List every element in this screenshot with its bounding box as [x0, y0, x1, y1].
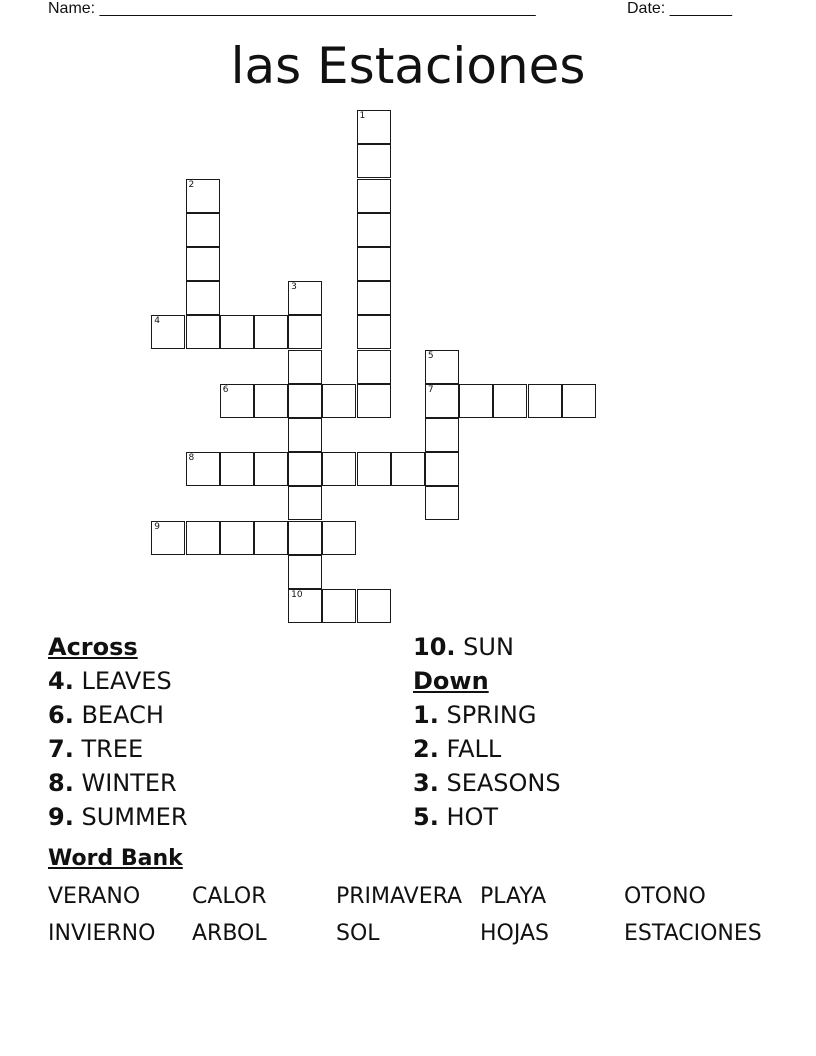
word-bank-word: INVIERNO: [48, 921, 156, 946]
crossword-cell[interactable]: [425, 418, 459, 452]
crossword-cell[interactable]: [220, 452, 254, 486]
crossword-cell[interactable]: [288, 281, 322, 315]
crossword-cell[interactable]: [220, 384, 254, 418]
clue-text: SUMMER: [81, 803, 188, 831]
crossword-cell[interactable]: [288, 521, 322, 555]
crossword-cell[interactable]: [254, 521, 288, 555]
crossword-cell[interactable]: [425, 350, 459, 384]
word-bank-word: ARBOL: [192, 921, 267, 946]
clue-number-label: 6: [222, 384, 229, 395]
crossword-cell[interactable]: [357, 589, 391, 623]
word-bank-word: PRIMAVERA: [336, 884, 463, 909]
across-heading: Across: [48, 633, 138, 661]
crossword-cell[interactable]: [220, 315, 254, 349]
clue-number: 10.: [413, 633, 456, 661]
clue-item: [413, 630, 561, 664]
crossword-cell[interactable]: [186, 281, 220, 315]
crossword-cell[interactable]: [357, 384, 391, 418]
crossword-cell[interactable]: [357, 350, 391, 384]
crossword-cell[interactable]: [288, 315, 322, 349]
clue-number-label: 7: [427, 384, 434, 395]
clue-item: [48, 732, 188, 766]
clue-item: [48, 766, 188, 800]
across-clues: [48, 630, 188, 834]
crossword-cell[interactable]: [357, 213, 391, 247]
clue-item: [413, 766, 561, 800]
word-bank-word: SOL: [336, 921, 380, 946]
crossword-cell[interactable]: [220, 521, 254, 555]
crossword-cell[interactable]: [186, 179, 220, 213]
crossword-cell[interactable]: [493, 384, 527, 418]
crossword-cell[interactable]: [254, 315, 288, 349]
clue-item: [413, 800, 561, 834]
clue-number-label: 2: [188, 179, 195, 190]
clue-number-label: 8: [188, 453, 195, 464]
clue-number-label: 3: [291, 282, 297, 293]
crossword-cell[interactable]: [357, 315, 391, 349]
clue-number: 2.: [413, 735, 439, 763]
crossword-cell[interactable]: [357, 281, 391, 315]
crossword-cell[interactable]: [459, 384, 493, 418]
crossword-cell[interactable]: [288, 486, 322, 520]
crossword-cell[interactable]: [186, 247, 220, 281]
clue-number: 3.: [413, 769, 439, 797]
clue-number: 9.: [48, 803, 74, 831]
name-field-label[interactable]: Name: _________________________________________________: [48, 0, 536, 17]
word-bank-word: ESTACIONES: [624, 921, 762, 946]
crossword-cell[interactable]: [288, 418, 322, 452]
page-title: las Estaciones: [230, 37, 586, 95]
crossword-cell[interactable]: [151, 521, 185, 555]
clue-number: 4.: [48, 667, 74, 695]
crossword-cell[interactable]: [288, 555, 322, 589]
clue-number: 1.: [413, 701, 439, 729]
crossword-cell[interactable]: [425, 452, 459, 486]
crossword-cell[interactable]: [254, 452, 288, 486]
word-bank-word: CALOR: [192, 884, 267, 909]
crossword-cell[interactable]: [322, 589, 356, 623]
crossword-cell[interactable]: [357, 144, 391, 178]
word-bank-title: Word Bank: [48, 846, 183, 871]
clue-item: [48, 698, 188, 732]
crossword-cell[interactable]: [562, 384, 596, 418]
clue-number-label: 10: [291, 589, 303, 600]
clue-text: SPRING: [446, 701, 537, 729]
date-field-label[interactable]: Date: _______: [627, 0, 732, 17]
clue-text: SUN: [463, 633, 514, 661]
clue-text: BEACH: [81, 701, 164, 729]
crossword-cell[interactable]: [528, 384, 562, 418]
crossword-cell[interactable]: [186, 315, 220, 349]
clue-item: [48, 800, 188, 834]
crossword-cell[interactable]: [357, 110, 391, 144]
clue-number: 6.: [48, 701, 74, 729]
word-bank-word: OTONO: [624, 884, 706, 909]
crossword-cell[interactable]: [357, 179, 391, 213]
crossword-cell[interactable]: [186, 452, 220, 486]
crossword-cell[interactable]: [288, 384, 322, 418]
clue-text: HOT: [446, 803, 499, 831]
crossword-cell[interactable]: [322, 521, 356, 555]
crossword-cell[interactable]: [288, 350, 322, 384]
crossword-cell[interactable]: [254, 384, 288, 418]
word-bank-word: HOJAS: [480, 921, 549, 946]
clue-number-label: 5: [427, 350, 434, 361]
crossword-cell[interactable]: [322, 452, 356, 486]
crossword-cell[interactable]: [151, 315, 185, 349]
clue-text: FALL: [446, 735, 502, 763]
down-heading: Down: [413, 667, 489, 695]
crossword-cell[interactable]: [288, 589, 322, 623]
clue-item: [413, 698, 561, 732]
clue-number: 7.: [48, 735, 74, 763]
clue-number-label: 9: [154, 521, 161, 532]
clue-item: [413, 732, 561, 766]
crossword-cell[interactable]: [391, 452, 425, 486]
clue-item: [48, 664, 188, 698]
clue-text: SEASONS: [446, 769, 561, 797]
crossword-cell[interactable]: [357, 452, 391, 486]
crossword-cell[interactable]: [322, 384, 356, 418]
clue-number-label: 4: [154, 316, 161, 327]
clue-text: LEAVES: [81, 667, 172, 695]
clue-text: WINTER: [81, 769, 177, 797]
crossword-cell[interactable]: [425, 486, 459, 520]
crossword-cell[interactable]: [288, 452, 322, 486]
clue-number-label: 1: [359, 111, 366, 122]
clue-number: 5.: [413, 803, 439, 831]
crossword-cell[interactable]: [357, 247, 391, 281]
clue-text: TREE: [81, 735, 144, 763]
crossword-cell[interactable]: [425, 384, 459, 418]
clue-number: 8.: [48, 769, 74, 797]
word-bank-word: VERANO: [48, 884, 141, 909]
crossword-cell[interactable]: [186, 521, 220, 555]
crossword-cell[interactable]: [186, 213, 220, 247]
down-clues: [413, 630, 561, 834]
word-bank-word: PLAYA: [480, 884, 547, 909]
